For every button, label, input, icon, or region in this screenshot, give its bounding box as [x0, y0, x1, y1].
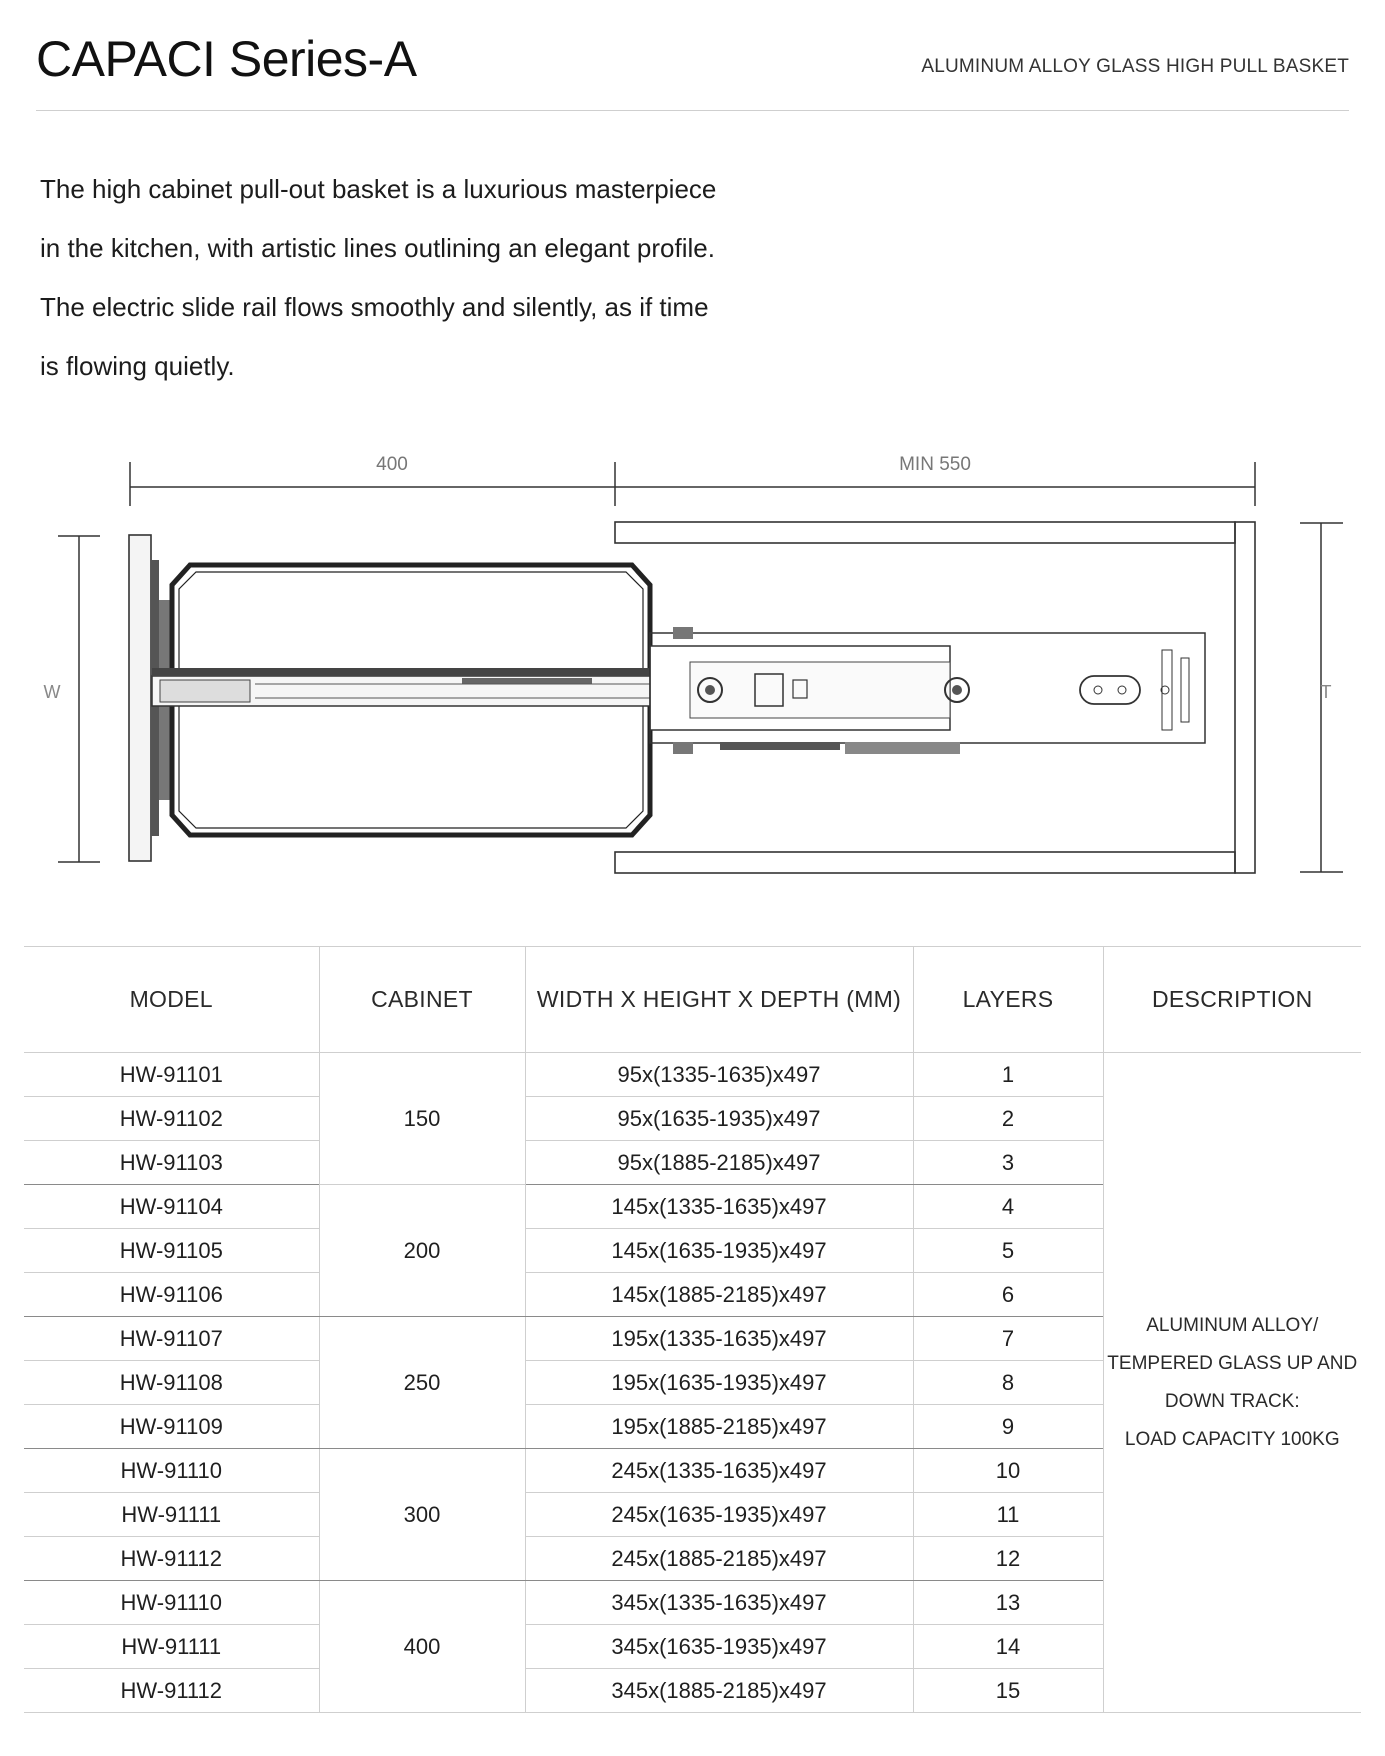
dimensions-cell: 345x(1635-1935)x497: [525, 1625, 913, 1669]
model-cell: HW-91106: [24, 1273, 319, 1317]
model-cell: HW-91103: [24, 1141, 319, 1185]
dimensions-cell: 195x(1335-1635)x497: [525, 1317, 913, 1361]
layers-cell: 6: [913, 1273, 1103, 1317]
dimension-400: [130, 462, 615, 506]
intro-line: in the kitchen, with artistic lines outlining an elegant profile.: [40, 233, 715, 263]
cabinet-cell: 150: [319, 1053, 525, 1185]
model-cell: HW-91112: [24, 1669, 319, 1713]
model-cell: HW-91111: [24, 1493, 319, 1537]
description-line: LOAD CAPACITY 100KG: [1124, 1428, 1340, 1450]
layers-cell: 13: [913, 1581, 1103, 1625]
dimension-w-label: W: [43, 682, 61, 702]
cabinet-cell: 400: [319, 1581, 525, 1713]
dimensions-cell: 345x(1335-1635)x497: [525, 1581, 913, 1625]
layers-cell: 1: [913, 1053, 1103, 1097]
cabinet-cell: 300: [319, 1449, 525, 1581]
model-cell: HW-91108: [24, 1361, 319, 1405]
layers-cell: 10: [913, 1449, 1103, 1493]
dimensions-cell: 145x(1635-1935)x497: [525, 1229, 913, 1273]
dimensions-cell: 345x(1885-2185)x497: [525, 1669, 913, 1713]
model-cell: HW-91102: [24, 1097, 319, 1141]
layers-cell: 4: [913, 1185, 1103, 1229]
dimensions-cell: 195x(1635-1935)x497: [525, 1361, 913, 1405]
specification-table: [24, 946, 1361, 1713]
column-header-dimensions: WIDTH X HEIGHT X DEPTH (MM): [525, 947, 913, 1053]
description-line: ALUMINUM ALLOY/: [1146, 1314, 1319, 1336]
layers-cell: 5: [913, 1229, 1103, 1273]
column-header-layers: LAYERS: [913, 947, 1103, 1053]
dimensions-cell: 195x(1885-2185)x497: [525, 1405, 913, 1449]
page-title: CAPACI Series-A: [36, 31, 417, 87]
layers-cell: 8: [913, 1361, 1103, 1405]
dimensions-cell: 145x(1335-1635)x497: [525, 1185, 913, 1229]
slide-rail: [152, 627, 1205, 754]
model-cell: HW-91105: [24, 1229, 319, 1273]
column-header-model: MODEL: [24, 947, 319, 1053]
table-header-row: [24, 947, 1361, 1053]
column-header-cabinet: CABINET: [319, 947, 525, 1053]
model-cell: HW-91104: [24, 1185, 319, 1229]
model-cell: HW-91107: [24, 1317, 319, 1361]
dimensions-cell: 245x(1335-1635)x497: [525, 1449, 913, 1493]
cabinet-cell: 250: [319, 1317, 525, 1449]
layers-cell: 12: [913, 1537, 1103, 1581]
model-cell: HW-91110: [24, 1449, 319, 1493]
layers-cell: 15: [913, 1669, 1103, 1713]
description-cell: [1103, 1053, 1361, 1713]
layers-cell: 14: [913, 1625, 1103, 1669]
technical-drawing: [0, 440, 1385, 890]
model-cell: HW-91110: [24, 1581, 319, 1625]
dimension-t-label: T: [1320, 682, 1332, 702]
intro-paragraph: [40, 160, 800, 396]
dimension-400-label: 400: [376, 454, 408, 475]
dimensions-cell: 95x(1635-1935)x497: [525, 1097, 913, 1141]
dimensions-cell: 245x(1885-2185)x497: [525, 1537, 913, 1581]
intro-line: is flowing quietly.: [40, 351, 235, 381]
model-cell: HW-91109: [24, 1405, 319, 1449]
column-header-description: DESCRIPTION: [1103, 947, 1361, 1053]
layers-cell: 2: [913, 1097, 1103, 1141]
technical-drawing-svg: [0, 440, 1385, 890]
table-row: [24, 1053, 1361, 1097]
dimensions-cell: 245x(1635-1935)x497: [525, 1493, 913, 1537]
dimensions-cell: 95x(1885-2185)x497: [525, 1141, 913, 1185]
dimension-min-550-label: MIN 550: [899, 454, 971, 475]
layers-cell: 11: [913, 1493, 1103, 1537]
header-divider: [36, 110, 1349, 111]
model-cell: HW-91101: [24, 1053, 319, 1097]
page-subtitle: ALUMINUM ALLOY GLASS HIGH PULL BASKET: [921, 56, 1349, 77]
layers-cell: 9: [913, 1405, 1103, 1449]
cabinet-cell: 200: [319, 1185, 525, 1317]
model-cell: HW-91111: [24, 1625, 319, 1669]
intro-line: The electric slide rail flows smoothly and silently, as if time: [40, 292, 709, 322]
description-line: TEMPERED GLASS UP AND: [1107, 1352, 1358, 1374]
layers-cell: 7: [913, 1317, 1103, 1361]
intro-line: The high cabinet pull-out basket is a luxurious masterpiece: [40, 174, 717, 204]
dimensions-cell: 95x(1335-1635)x497: [525, 1053, 913, 1097]
model-cell: HW-91112: [24, 1537, 319, 1581]
dimension-w: [58, 536, 100, 862]
description-line: DOWN TRACK:: [1164, 1390, 1300, 1412]
layers-cell: 3: [913, 1141, 1103, 1185]
dimensions-cell: 145x(1885-2185)x497: [525, 1273, 913, 1317]
